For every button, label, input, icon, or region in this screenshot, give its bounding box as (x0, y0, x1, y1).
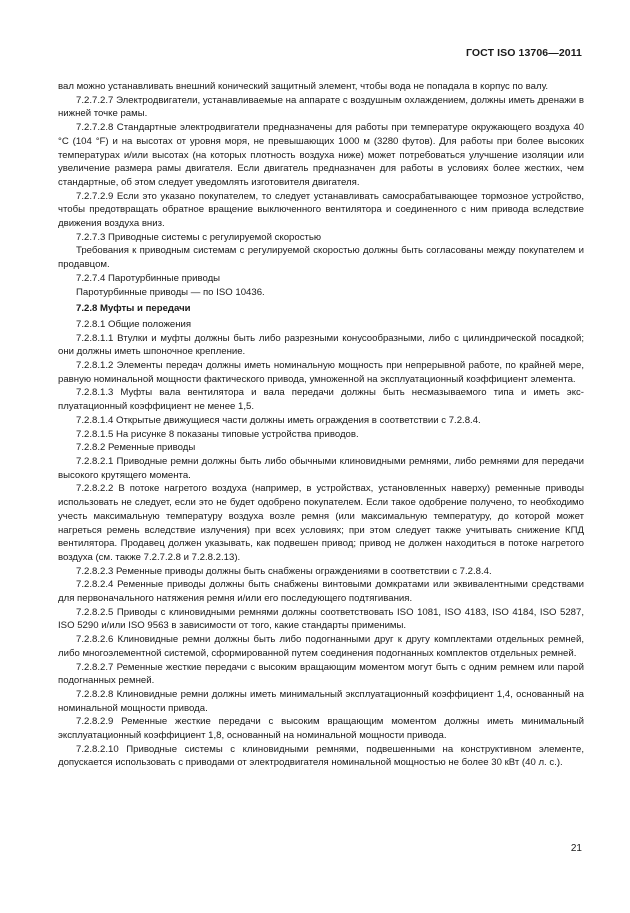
paragraph: 7.2.8.1.2 Элементы передач должны иметь номинальную мощность при непрерывной работе, по крайней мере, равную номинальной мощности фактического привода, умноженной на эксплуатационный коэффициент элемента. (58, 360, 584, 385)
paragraph: 7.2.8.2.5 Приводы с клиновидными ремнями должны соответствовать ISO 1081, ISO 4183, ISO 4184, ISO 5287, ISO 5290 и/или ISO 9563 в зависимости от того, какие стандарты применимы. (58, 606, 584, 632)
paragraph: 7.2.8.2.8 Клиновидные ремни должны иметь минимальный эксплуатационный коэффициент 1,4, основанный на номинальной мощности привода. (58, 688, 584, 714)
paragraph: Паротурбинные приводы — по ISO 10436. (76, 286, 265, 298)
paragraph: 7.2.8.2.6 Клиновидные ремни должны быть либо подогнанными друг к другу комплектами отдельных ремней, либо многоэлементной системой, сформированной путем соединения подогнанных комплектов отдельных ремней. (58, 634, 584, 659)
paragraph: 7.2.8.2.10 Приводные системы с клиновидными ремнями, подвешенными на конструктивном элементе, допускается использовать с приводами от электродвигателя номинальной мощностью не более 30 кВт (40 л. с.). (58, 743, 584, 769)
paragraph: 7.2.8.2.2 В потоке нагретого воздуха (например, в устройствах, установленных наверху) ременные приводы использовать не следует, если это не будет одобрено покупателем. Если такое одобрение получено, то необходимо учесть максимальную температуру воздуха возле ремня (или максимальную температуру, до которой может нагреться ремень вследствие излучения) при всех условиях; при этом следует также учитывать снижение КПД вентилятора. Продавец должен указывать, как подвешен привод; привод не должен находиться в потоке нагретого воздуха (см. также 7.2.7.2.8 и 7.2.8.2.13). (58, 483, 584, 563)
paragraph: 7.2.8.2.7 Ременные жесткие передачи с высоким вращающим моментом могут быть с одним ремнем или парой подогнанных ремней. (58, 661, 584, 687)
paragraph: 7.2.8.1.1 Втулки и муфты должны быть либо разрезными конусообразными, либо с цилиндрической посадкой; они должны иметь шпоночное крепление. (58, 332, 584, 358)
body-text (58, 80, 584, 770)
paragraph: 7.2.8.1.3 Муфты вала вентилятора и вала передачи должны быть несмазываемого типа и иметь эксплуатационный коэффициент не менее 1,5. (58, 387, 584, 413)
subsection-heading: 7.2.8.1 Общие положения (76, 318, 192, 330)
page-number: 21 (570, 843, 582, 854)
paragraph: 7.2.7.2.9 Если это указано покупателем, то следует устанавливать самосрабатывающее тормозное устройство, чтобы предотвращать обратное вращение выключенного вентилятора и соединенного с ним привода вследствие движения воздуха вниз. (58, 190, 584, 230)
paragraph: вал можно устанавливать внешний конический защитный элемент, чтобы вода не попадала в корпус по валу. (58, 81, 549, 92)
paragraph: 7.2.8.1.5 На рисунке 8 показаны типовые устройства приводов. (76, 428, 359, 440)
subsection-heading: 7.2.7.3 Приводные системы с регулируемой скоростью (76, 231, 322, 243)
section-heading: 7.2.8 Муфты и передачи (76, 303, 191, 315)
paragraph: 7.2.8.2.1 Приводные ремни должны быть либо обычными клиновидными ремнями, либо ремнями для передачи высокого крутящего момента. (58, 455, 584, 481)
subsection-heading: 7.2.8.2 Ременные приводы (76, 442, 196, 454)
paragraph: 7.2.8.1.4 Открытые движущиеся части должны иметь ограждения в соответствии с 7.2.8.4. (76, 414, 481, 426)
paragraph: 7.2.8.2.3 Ременные приводы должны быть снабжены ограждениями в соответствии с 7.2.8.4. (76, 565, 492, 577)
standard-code-header: ГОСТ ISO 13706—2011 (465, 47, 582, 59)
paragraph: 7.2.8.2.9 Ременные жесткие передачи с высоким вращающим моментом должны иметь минимальный эксплуатационный коэффициент 1,8, основанный на номинальной мощности привода. (58, 716, 584, 742)
paragraph: 7.2.8.2.4 Ременные приводы должны быть снабжены винтовыми домкратами или эквивалентными средствами для первоначального натяжения ремня и/или его последующего подтягивания. (58, 579, 584, 605)
paragraph: 7.2.7.2.8 Стандартные электродвигатели предназначены для работы при температуре окружающего воздуха 40 °С (104 °F) и на высотах от уровня моря, не превышающих 1000 м (3280 футов). Для работы при более высоких температурах и/или высотах (на которых плотность воздуха ниже) может потребоваться улучшение изоляции или увеличение размера рамы двигателя. Если двигатель предназначен для работы в условиях более жестких, чем стандартные, об этом следует уведомлять изготовителя двигателя. (58, 122, 584, 188)
subsection-heading: 7.2.7.4 Паротурбинные приводы (76, 272, 221, 284)
paragraph: 7.2.7.2.7 Электродвигатели, устанавливаемые на аппарате с воздушным охлаждением, должны иметь дренажи в нижней точке рамы. (58, 94, 584, 120)
paragraph: Требования к приводным системам с регулируемой скоростью должны быть согласованы между покупателем и продавцом. (58, 245, 584, 271)
